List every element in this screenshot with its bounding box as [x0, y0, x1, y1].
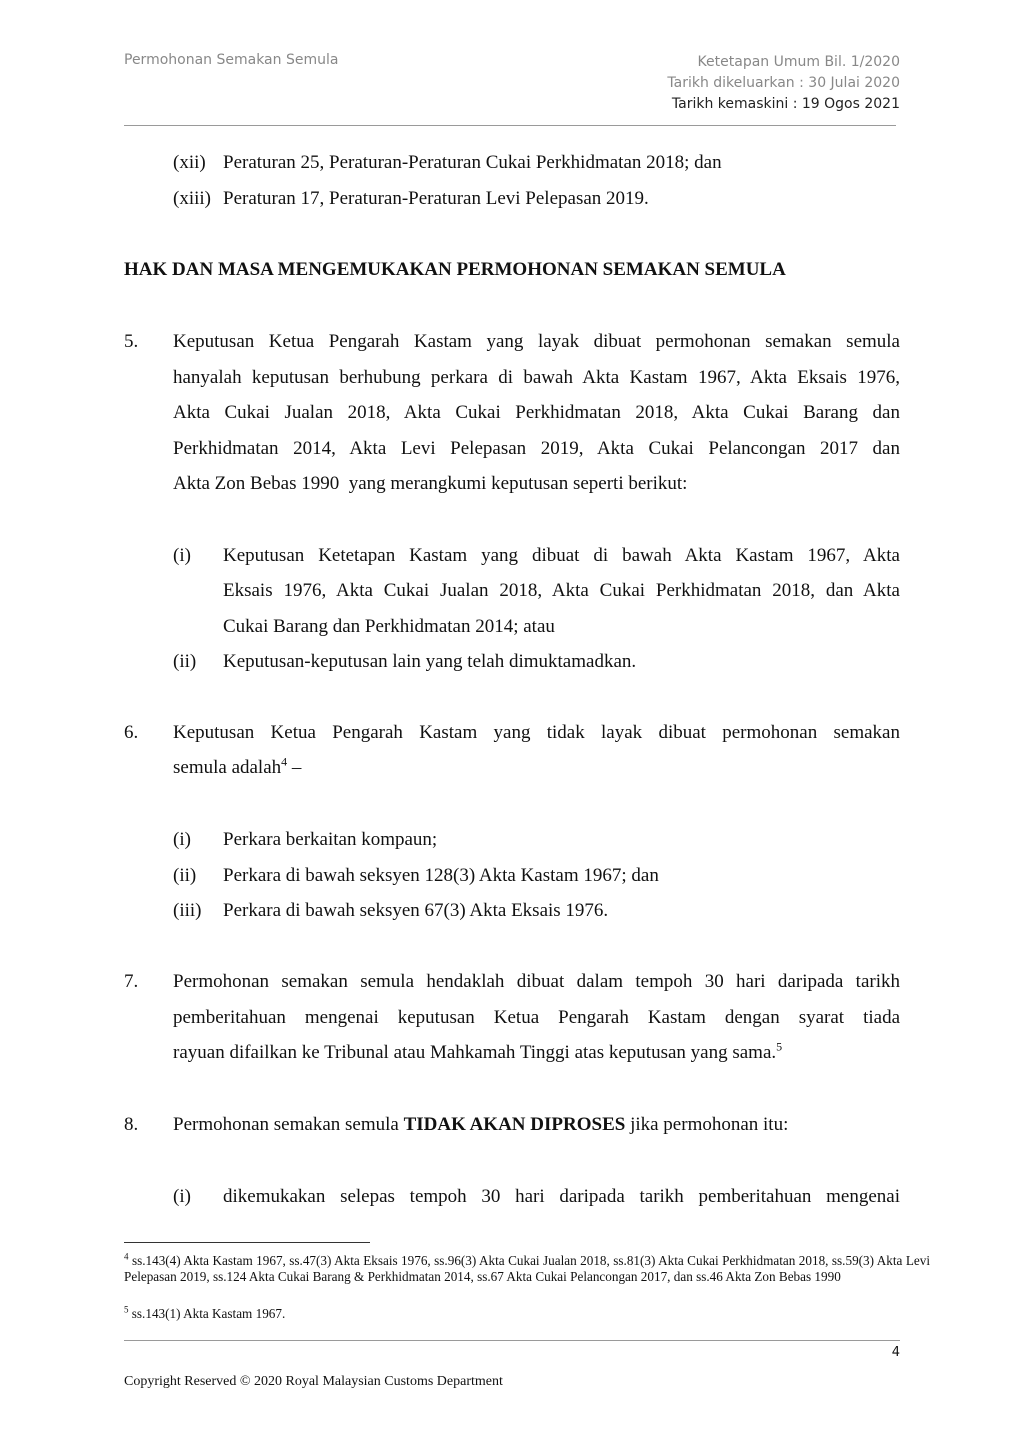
paragraph-line: Perkhidmatan 2014, Akta Levi Pelepasan 2019, Akta Cukai Pelancongan 2017 dan: [173, 438, 900, 459]
header-divider: [124, 125, 896, 126]
header-document-title: Permohonan Semakan Semula: [124, 52, 339, 68]
paragraph-number: 7.: [124, 971, 139, 992]
list-item-text: Peraturan 17, Peraturan-Peraturan Levi Pelepasan 2019.: [223, 188, 649, 209]
paragraph-line: Permohonan semakan semula TIDAK AKAN DIPROSES jika permohonan itu:: [173, 1114, 789, 1135]
list-item-text: Peraturan 25, Peraturan-Peraturan Cukai Perkhidmatan 2018; dan: [223, 152, 722, 173]
paragraph-line: Keputusan Ketua Pengarah Kastam yang layak dibuat permohonan semakan semula: [173, 331, 900, 352]
list-item-number: (xii): [173, 152, 206, 173]
paragraph-line: Akta Cukai Jualan 2018, Akta Cukai Perkhidmatan 2018, Akta Cukai Barang dan: [173, 402, 900, 423]
paragraph-line: Keputusan Ketua Pengarah Kastam yang tidak layak dibuat permohonan semakan: [173, 722, 900, 743]
list-item-number: (ii): [173, 865, 197, 886]
emphasis-text: TIDAK AKAN DIPROSES: [403, 1114, 626, 1135]
paragraph-line: semula adalah$^4$ –: [173, 754, 302, 778]
paragraph-line: Permohonan semakan semula hendaklah dibuat dalam tempoh 30 hari daripada tarikh: [173, 971, 900, 992]
paragraph-number: 8.: [124, 1114, 139, 1135]
paragraph-line: pemberitahuan mengenai keputusan Ketua Pengarah Kastam dengan syarat tiada: [173, 1007, 900, 1028]
list-item-text: Perkara di bawah seksyen 67(3) Akta Eksais 1976.: [223, 900, 609, 921]
paragraph-line: Akta Zon Bebas 1990 yang merangkumi keputusan seperti berikut:: [173, 473, 688, 494]
footer-copyright: Copyright Reserved © 2020 Royal Malaysian Customs Department: [124, 1374, 503, 1389]
list-item-text: Keputusan-keputusan lain yang telah dimuktamadkan.: [223, 651, 637, 672]
paragraph-number: 6.: [124, 722, 139, 743]
footnote-ref[interactable]: 4: [281, 754, 288, 769]
header-updated-date: Tarikh kemaskini : 19 Ogos 2021: [671, 96, 900, 112]
list-item-text: Perkara berkaitan kompaun;: [223, 829, 438, 850]
footer-divider: [124, 1340, 900, 1341]
paragraph-line: hanyalah keputusan berhubung perkara di bawah Akta Kastam 1967, Akta Eksais 1976,: [173, 367, 900, 388]
header-reference: Ketetapan Umum Bil. 1/2020: [697, 54, 900, 70]
footnote-4: $^4$ ss.143(4) Akta Kastam 1967, ss.47(3) Akta Eksais 1976, ss.96(3) Akta Cukai Jualan 2018, ss.81(3) Akta Cukai Perkhidmatan 2018, ss.59(3) Akta Levi Pelepasan 2019, ss.124 Akta Cukai Barang & Perkhidmatan 2014, ss.67 Akta Cukai Pelancongan 2017, dan ss.46 Akta Zon Bebas 1990: [124, 1251, 930, 1284]
list-item-number: (xiii): [173, 188, 211, 209]
list-item-text: Cukai Barang dan Perkhidmatan 2014; atau: [223, 616, 555, 637]
list-item-text: Perkara di bawah seksyen 128(3) Akta Kastam 1967; dan: [223, 865, 659, 886]
list-item-number: (i): [173, 545, 191, 566]
paragraph-number: 5.: [124, 331, 139, 352]
list-item-number: (i): [173, 829, 191, 850]
paragraph-line: rayuan difailkan ke Tribunal atau Mahkamah Tinggi atas keputusan yang sama.$^5$: [173, 1039, 783, 1063]
list-item-number: (iii): [173, 900, 202, 921]
list-item-text: dikemukakan selepas tempoh 30 hari daripada tarikh pemberitahuan mengenai: [223, 1186, 900, 1207]
footnote-ref[interactable]: 5: [776, 1039, 783, 1054]
header-meta: [667, 52, 900, 115]
header-issued-date: Tarikh dikeluarkan : 30 Julai 2020: [667, 75, 900, 91]
list-item-text: Eksais 1976, Akta Cukai Jualan 2018, Akta Cukai Perkhidmatan 2018, dan Akta: [223, 580, 900, 601]
footnote-divider: [124, 1242, 370, 1243]
footnote-5: $^5$ ss.143(1) Akta Kastam 1967.: [124, 1304, 286, 1321]
list-item-number: (ii): [173, 651, 197, 672]
list-item-number: (i): [173, 1186, 191, 1207]
section-heading: HAK DAN MASA MENGEMUKAKAN PERMOHONAN SEMAKAN SEMULA: [124, 259, 786, 280]
page-number: 4: [891, 1345, 900, 1360]
list-item-text: Keputusan Ketetapan Kastam yang dibuat di bawah Akta Kastam 1967, Akta: [223, 545, 900, 566]
